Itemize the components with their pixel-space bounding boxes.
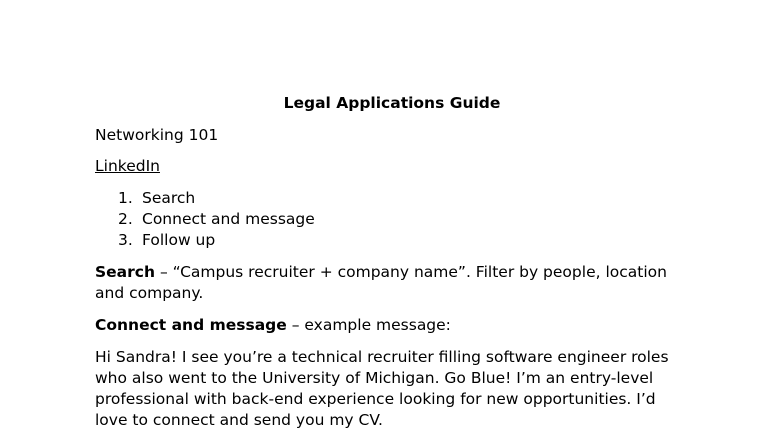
- linkedin-heading: [95, 156, 160, 177]
- document-title: Legal Applications Guide: [283, 94, 501, 112]
- example-message-line2: who also went to the University of Michigan. Go Blue! I’m an entry-level: [95, 369, 654, 387]
- list-item-label: Follow up: [142, 231, 216, 249]
- example-message-line3: professional with back-end experience looking for new opportunities. I’d: [95, 390, 656, 408]
- connect-description: – example message:: [286, 316, 451, 334]
- search-description: – “Campus recruiter + company name”. Filter by people, location: [155, 263, 667, 281]
- search-paragraph-line2: and company.: [95, 284, 204, 302]
- connect-term: Connect and message: [95, 316, 287, 334]
- list-item-number: 2.: [118, 210, 133, 228]
- list-item: [95, 188, 315, 209]
- search-term: Search: [95, 263, 156, 281]
- connect-paragraph: [95, 315, 451, 336]
- list-item-label: Connect and message: [142, 210, 315, 228]
- search-paragraph-line1: [95, 262, 667, 283]
- example-message-line1: Hi Sandra! I see you’re a technical recruiter filling software engineer roles: [95, 348, 669, 366]
- list-item-number: 1.: [118, 189, 133, 207]
- list-item: [95, 230, 315, 251]
- linkedin-heading-text: LinkedIn: [95, 157, 160, 175]
- list-item-number: 3.: [118, 231, 133, 249]
- steps-list: [95, 188, 315, 251]
- section-heading: Networking 101: [95, 126, 219, 144]
- list-item: [95, 209, 315, 230]
- list-item-label: Search: [142, 189, 196, 207]
- example-message-line4: love to connect and send you my CV.: [95, 411, 383, 429]
